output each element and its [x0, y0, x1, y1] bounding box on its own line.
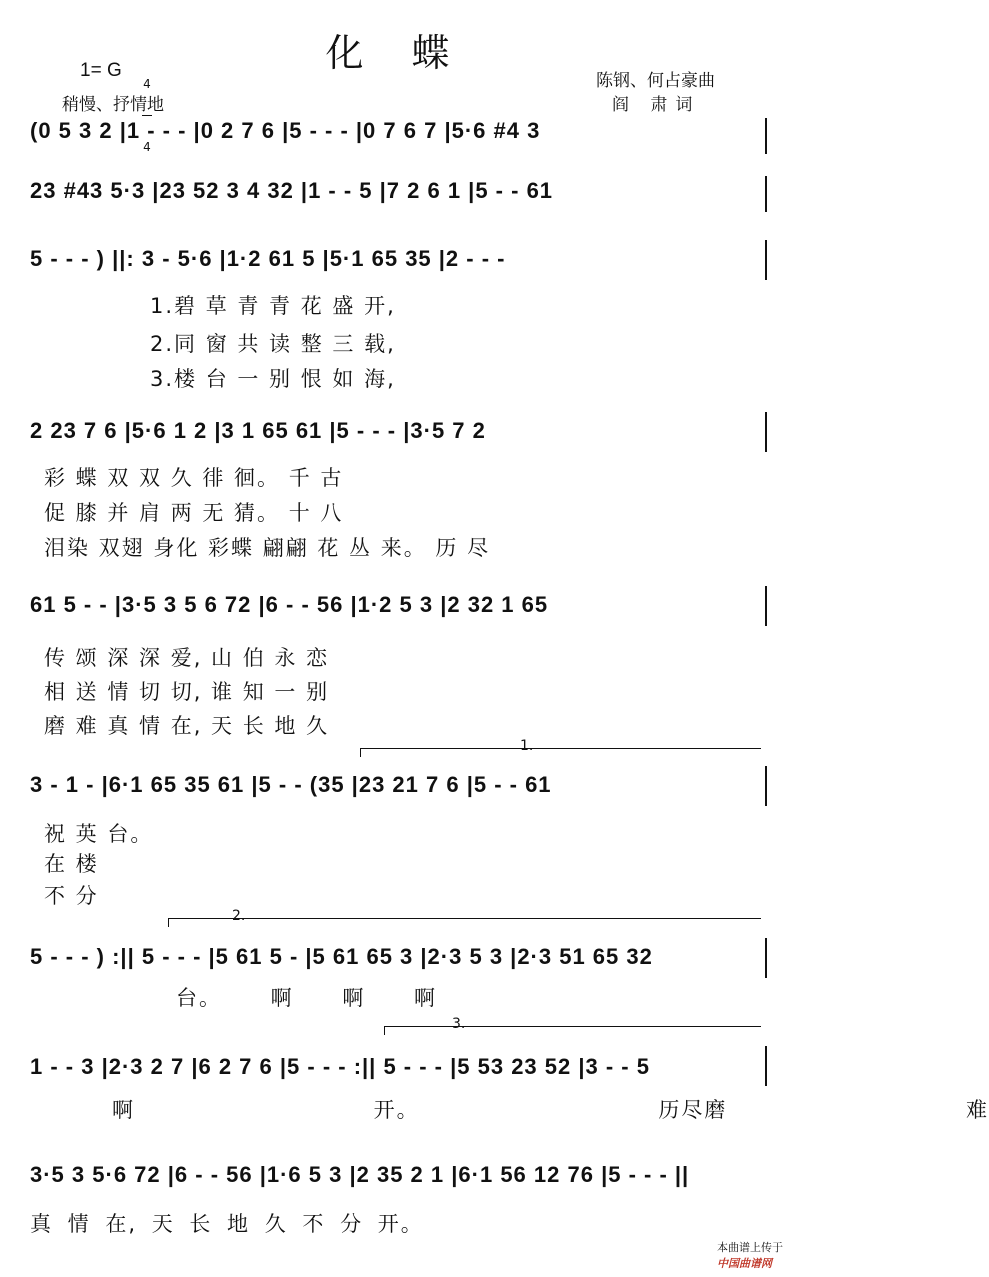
barline	[765, 118, 767, 154]
notation-row-5: 61 5 - - |3·5 3 5 6 72 |6 - - 56 |1·2 5 3 |2 32 1 65	[30, 592, 549, 617]
time-top: 4	[143, 77, 151, 91]
lyric-line: 3.楼 台 一 别 恨 如 海,	[150, 367, 396, 391]
lyric-line: 在 楼	[44, 852, 99, 876]
barline	[765, 412, 767, 452]
lyric-line: 促 膝 并 肩 两 无 猜。 十 八	[44, 501, 344, 525]
lyric-line: 磨 难 真 情 在, 天 长 地 久	[44, 714, 330, 738]
lyric-line: 彩 蝶 双 双 久 徘 徊。 千 古	[44, 466, 344, 490]
tempo-marking: 稍慢、抒情地	[62, 95, 164, 115]
lyricist-credit: 阎 肃词	[612, 95, 701, 115]
footer-credit	[710, 1226, 783, 1271]
footer-uploaded-text: 本曲谱上传于	[717, 1241, 783, 1254]
lyric-line: 祝 英 台。	[44, 822, 154, 846]
lyric-line: 啊 开。 历尽磨 难	[112, 1098, 989, 1122]
site-logo: 中国曲谱网	[717, 1257, 772, 1270]
page-title: 化 蝶	[325, 31, 468, 75]
lyric-line: 真 情 在, 天 长 地 久 不 分 开。	[30, 1212, 424, 1236]
second-ending-label: 2.	[232, 908, 246, 924]
key-signature: 1= G	[80, 60, 122, 81]
notation-row-8: 1 - - 3 |2·3 2 7 |6 2 7 6 |5 - - - :|| 5 - - - |5 53 23 52 |3 - - 5	[30, 1054, 650, 1079]
lyric-line: 传 颂 深 深 爱, 山 伯 永 恋	[44, 646, 330, 670]
first-ending-label: 1.	[520, 738, 534, 754]
lyric-line: 1.碧 草 青 青 花 盛 开,	[150, 294, 396, 318]
notation-row-3: 5 - - - ) ||: 3 - 5·6 |1·2 61 5 |5·1 65 35 |2 - - -	[30, 246, 506, 271]
lyric-line: 台。 啊 啊 啊	[176, 986, 438, 1010]
barline	[765, 176, 767, 212]
barline	[765, 766, 767, 806]
barline	[765, 586, 767, 626]
notation-row-7: 5 - - - ) :|| 5 - - - |5 61 5 - |5 61 65 3 |2·3 5 3 |2·3 51 65 32	[30, 944, 653, 969]
notation-row-6: 3 - 1 - |6·1 65 35 61 |5 - - (35 |23 21 7 6 |5 - - 61	[30, 772, 552, 797]
notation-row-1: (0 5 3 2 |1 - - - |0 2 7 6 |5 - - - |0 7 6 7 |5·6 #4 3	[30, 118, 541, 143]
lyric-line: 不 分	[44, 884, 99, 908]
second-ending-bracket	[168, 918, 761, 927]
notation-row-2: 23 #43 5·3 |23 52 3 4 32 |1 - - 5 |7 2 6 1 |5 - - 61	[30, 178, 554, 203]
notation-row-9: 3·5 3 5·6 72 |6 - - 56 |1·6 5 3 |2 35 2 1 |6·1 56 12 76 |5 - - - ||	[30, 1162, 690, 1187]
barline	[765, 938, 767, 978]
barline	[765, 240, 767, 280]
lyric-line: 2.同 窗 共 读 整 三 载,	[150, 332, 396, 356]
third-ending-bracket	[384, 1026, 761, 1035]
barline	[765, 1046, 767, 1086]
lyric-line: 相 送 情 切 切, 谁 知 一 别	[44, 680, 330, 704]
lyric-line: 泪染 双翅 身化 彩蝶 翩翩 花 丛 来。 历 尽	[44, 536, 491, 560]
first-ending-bracket	[360, 748, 761, 757]
time-bottom: 4	[143, 140, 151, 154]
third-ending-label: 3.	[452, 1016, 466, 1032]
composer-credit: 陈钢、何占豪曲	[596, 71, 715, 91]
notation-row-4: 2 23 7 6 |5·6 1 2 |3 1 65 61 |5 - - - |3·5 7 2	[30, 418, 486, 443]
